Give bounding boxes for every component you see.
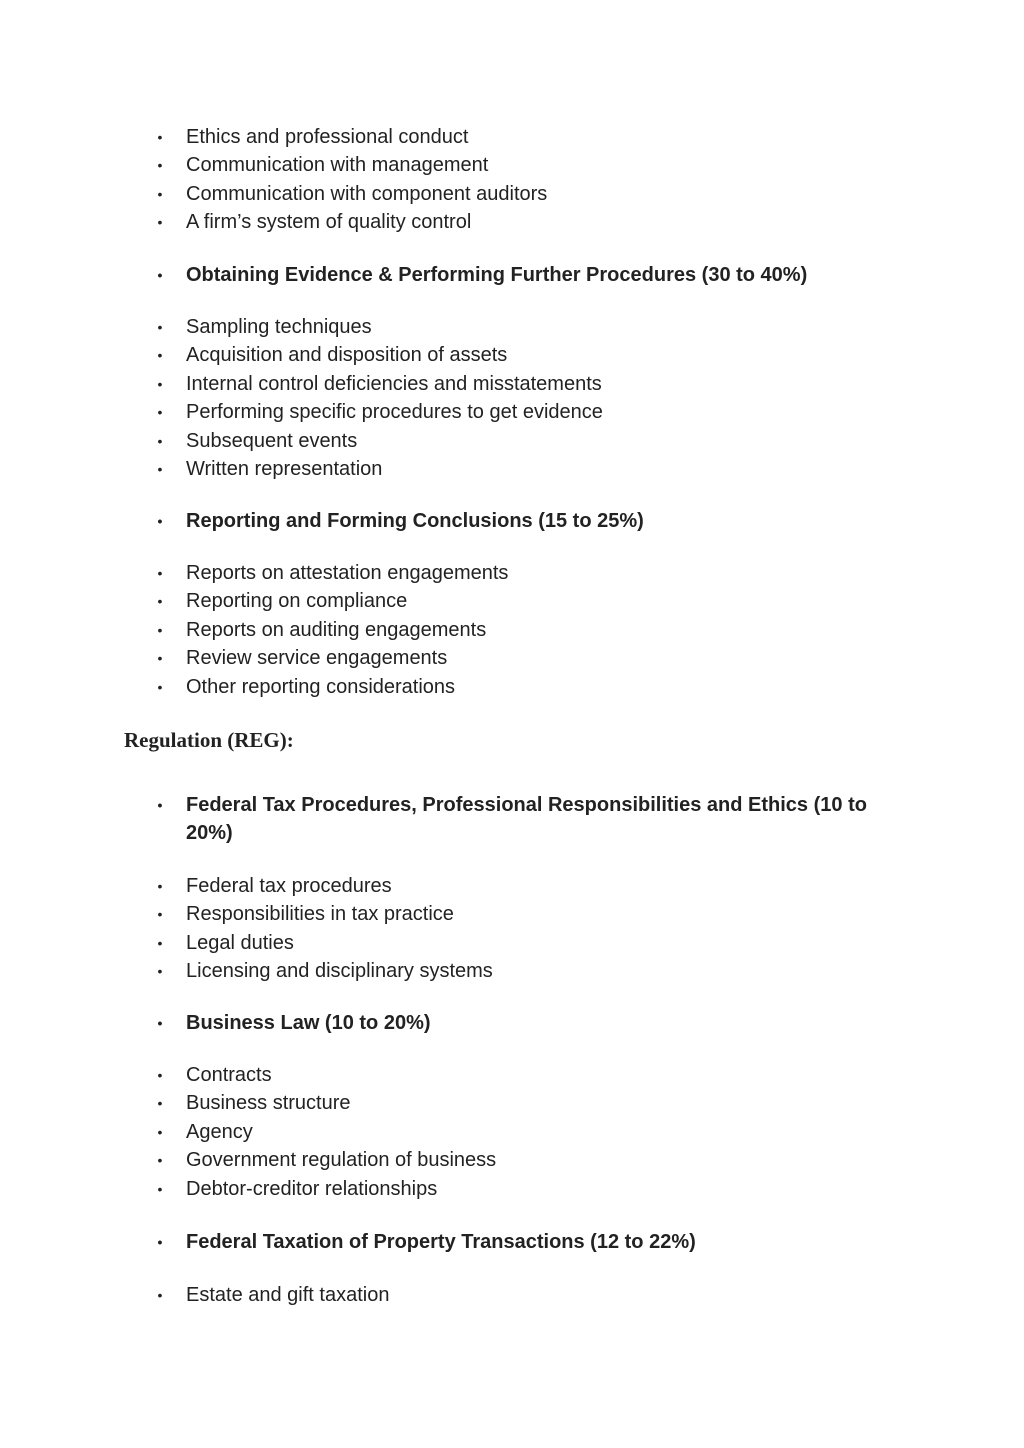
bullet-icon: • bbox=[157, 404, 163, 421]
list-item bbox=[155, 1146, 875, 1174]
section-title: Regulation (REG): bbox=[124, 728, 294, 752]
list-item bbox=[155, 1061, 875, 1089]
list-item bbox=[155, 427, 875, 455]
list-heading-item bbox=[155, 791, 875, 848]
list-item-text: Performing specific procedures to get evidence bbox=[186, 401, 603, 424]
bullet-icon: • bbox=[157, 129, 163, 145]
list-item-text: Other reporting considerations bbox=[186, 675, 456, 698]
list-item bbox=[155, 341, 875, 369]
bullet-icon: • bbox=[157, 650, 163, 667]
list-heading-text: Federal Tax Procedures, Professional Responsibilities and Ethics (10 to 20%) bbox=[186, 794, 867, 845]
bullet-icon: • bbox=[157, 878, 163, 894]
bullet-icon: • bbox=[157, 1015, 163, 1031]
bullet-list-block4 bbox=[155, 872, 875, 986]
list-item-text: Contracts bbox=[186, 1064, 272, 1086]
bullet-icon: • bbox=[157, 461, 163, 478]
bullet-icon: • bbox=[157, 593, 163, 610]
bullet-icon: • bbox=[157, 513, 163, 529]
bullet-icon: • bbox=[157, 621, 163, 638]
bullet-list-block6 bbox=[155, 1281, 875, 1309]
list-item bbox=[155, 1089, 875, 1117]
list-item-text: Written representation bbox=[186, 458, 383, 481]
bullet-icon: • bbox=[157, 1152, 163, 1169]
bullet-list-block1 bbox=[155, 123, 875, 237]
list-item bbox=[155, 208, 875, 236]
list-item-text: Responsibilities in tax practice bbox=[186, 903, 454, 926]
list-item-text: A firm’s system of quality control bbox=[186, 211, 472, 234]
bullet-icon: • bbox=[157, 1234, 163, 1250]
list-item bbox=[155, 180, 875, 208]
list-heading-item bbox=[155, 507, 875, 535]
bullet-icon: • bbox=[157, 565, 163, 581]
bullet-icon: • bbox=[157, 1287, 163, 1303]
list-item-text: Agency bbox=[186, 1120, 253, 1143]
heading-list-business-law bbox=[155, 1009, 875, 1037]
list-item bbox=[155, 644, 875, 672]
list-item-text: Internal control deficiencies and misstatements bbox=[186, 372, 602, 395]
bullet-icon: • bbox=[157, 185, 163, 202]
list-heading-text: Business Law (10 to 20%) bbox=[186, 1012, 431, 1034]
list-item-text: Legal duties bbox=[186, 931, 294, 954]
list-item bbox=[155, 929, 875, 957]
list-item bbox=[155, 559, 875, 587]
bullet-icon: • bbox=[157, 906, 163, 923]
list-item bbox=[155, 587, 875, 615]
heading-list-federal-tax bbox=[155, 791, 875, 848]
list-item bbox=[155, 616, 875, 644]
list-item bbox=[155, 673, 875, 701]
bullet-list-block5 bbox=[155, 1061, 875, 1203]
list-item bbox=[155, 313, 875, 341]
bullet-icon: • bbox=[157, 1095, 163, 1112]
bullet-list-block3 bbox=[155, 559, 875, 701]
list-heading-text: Federal Taxation of Property Transactions (12 to 22%) bbox=[186, 1231, 696, 1253]
bullet-icon: • bbox=[157, 797, 163, 813]
heading-list-reporting bbox=[155, 507, 875, 535]
list-item-text: Licensing and disciplinary systems bbox=[186, 960, 493, 983]
list-item-text: Reports on auditing engagements bbox=[186, 618, 487, 641]
list-heading-text: Reporting and Forming Conclusions (15 to 25%) bbox=[186, 510, 644, 532]
bullet-icon: • bbox=[157, 214, 163, 231]
list-item-text: Acquisition and disposition of assets bbox=[186, 344, 508, 367]
bullet-icon: • bbox=[157, 432, 163, 449]
bullet-icon: • bbox=[157, 375, 163, 392]
heading-list-property bbox=[155, 1228, 875, 1256]
bullet-icon: • bbox=[157, 347, 163, 364]
bullet-icon: • bbox=[157, 1123, 163, 1140]
bullet-list-block2 bbox=[155, 313, 875, 483]
list-item bbox=[155, 872, 875, 900]
bullet-icon: • bbox=[157, 1067, 163, 1083]
bullet-icon: • bbox=[157, 934, 163, 951]
list-item bbox=[155, 398, 875, 426]
list-item bbox=[155, 455, 875, 483]
list-item-text: Communication with component auditors bbox=[186, 182, 548, 205]
list-item bbox=[155, 123, 875, 151]
bullet-icon: • bbox=[157, 963, 163, 980]
list-item bbox=[155, 151, 875, 179]
list-item bbox=[155, 370, 875, 398]
bullet-icon: • bbox=[157, 157, 163, 174]
list-item-text: Reporting on compliance bbox=[186, 590, 408, 613]
list-heading-item bbox=[155, 1009, 875, 1037]
list-heading-item bbox=[155, 1228, 875, 1256]
list-item bbox=[155, 1281, 875, 1309]
heading-list-obtaining bbox=[155, 261, 875, 289]
list-item-text: Reports on attestation engagements bbox=[186, 562, 509, 584]
list-heading-text: Obtaining Evidence & Performing Further Procedures (30 to 40%) bbox=[186, 264, 808, 286]
list-item-text: Estate and gift taxation bbox=[186, 1284, 390, 1306]
bullet-icon: • bbox=[157, 319, 163, 335]
list-item-text: Subsequent events bbox=[186, 429, 358, 452]
list-item bbox=[155, 1118, 875, 1146]
bullet-icon: • bbox=[157, 678, 163, 695]
list-item bbox=[155, 900, 875, 928]
list-item-text: Federal tax procedures bbox=[186, 875, 392, 897]
list-item-text: Sampling techniques bbox=[186, 316, 372, 338]
list-item-text: Review service engagements bbox=[186, 647, 448, 670]
list-item bbox=[155, 957, 875, 985]
list-item-text: Debtor-creditor relationships bbox=[186, 1177, 438, 1200]
list-item-text: Ethics and professional conduct bbox=[186, 126, 469, 148]
list-item-text: Business structure bbox=[186, 1092, 351, 1115]
bullet-icon: • bbox=[157, 267, 163, 283]
list-item bbox=[155, 1175, 875, 1203]
list-heading-item bbox=[155, 261, 875, 289]
list-item-text: Communication with management bbox=[186, 154, 489, 177]
bullet-icon: • bbox=[157, 1180, 163, 1197]
list-item-text: Government regulation of business bbox=[186, 1149, 497, 1172]
